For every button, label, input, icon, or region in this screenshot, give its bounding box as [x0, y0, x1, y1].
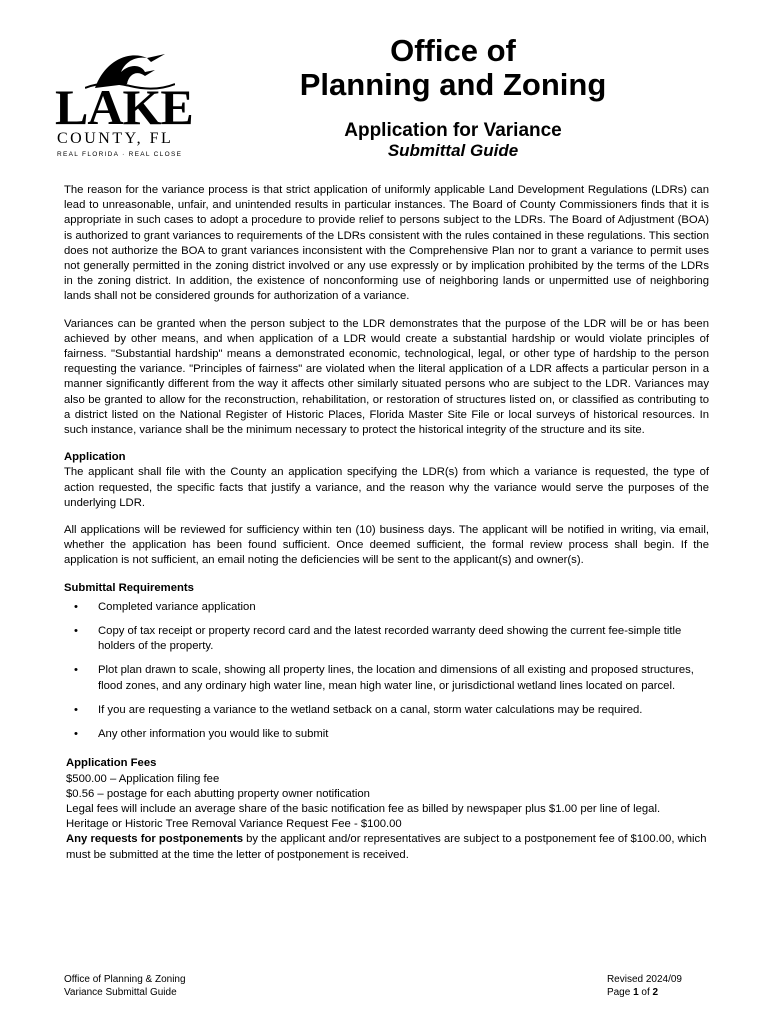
list-item: • If you are requesting a variance to the wetland setback on a canal, storm water calculations may be required.: [64, 703, 709, 718]
title-line-2: Planning and Zoning: [299, 67, 607, 102]
fees-heading: Application Fees: [66, 757, 157, 770]
logo-county-text: COUNTY, FL: [57, 130, 174, 147]
bullet-icon: •: [74, 664, 78, 677]
fee-postage: $0.56 – postage for each abutting property owner notification: [66, 787, 370, 800]
list-item: • Plot plan drawn to scale, showing all property lines, the location and dimensions of all existing and proposed structures, flood zones, and any ordinary high water line, mean high water line, or jurisdictional wetland lines located on parcel.: [74, 664, 694, 692]
bullet-icon: •: [74, 703, 78, 716]
fee-heritage-tree: Heritage or Historic Tree Removal Variance Request Fee - $100.00: [66, 818, 402, 831]
footer-left: [64, 973, 186, 999]
postponement-note: [66, 832, 709, 862]
page-title: [260, 34, 646, 102]
list-item: • Copy of tax receipt or property record card and the latest recorded warranty deed showing the current fee-simple title holders of the property.: [74, 625, 682, 653]
footer-office: Office of Planning & Zoning: [64, 974, 186, 985]
fee-legal: Legal fees will include an average share of the basic notification fee as billed by newspaper plus $1.00 per line of legal.: [66, 802, 661, 815]
document-subtitle: Application for Variance: [344, 120, 562, 141]
logo-tagline: REAL FLORIDA · REAL CLOSE: [57, 151, 183, 158]
footer-doc-name: Variance Submittal Guide: [64, 987, 177, 998]
intro-paragraph: The reason for the variance process is that strict application of uniformly applicable Land Development Regulations (LDRs) can lead to unreasonable, unfair, and unintended results in particular instances. The Board of County Commissioners finds that it is appropriate in such cases to adopt a procedure to provide relief to persons subject to the LDRs. The Board of Adjustment (BOA) is authorized to grant variances to requirements of the LDRs consistent with the rules contained in these regulations. This section does not authorize the BOA to grant variances inconsistent with the Comprehensive Plan nor to grant a variance to permit uses not generally permitted in the zoning district involved or any use expressly or by implication prohibited by the terms of the LDRs in the zoning district. In addition, the existence of nonconforming use of neighboring lands or unpermitted use of neighboring lands shall not be considered grounds for authorization of a variance.: [64, 184, 709, 303]
fee-filing: $500.00 – Application filing fee: [66, 772, 220, 785]
bullet-icon: •: [74, 625, 78, 638]
requirements-list: [64, 600, 709, 742]
fees-section: [64, 756, 709, 862]
footer-revised: Revised 2024/09: [606, 974, 682, 985]
footer-right: [607, 973, 682, 999]
list-item: • Completed variance application: [64, 600, 709, 615]
title-line-1: Office of: [390, 33, 516, 68]
requirements-heading: Submittal Requirements: [64, 581, 194, 594]
page-number: Page 1 of 2: [606, 987, 659, 998]
logo-lake-text: LAKE: [55, 79, 193, 135]
variance-paragraph: Variances can be granted when the person subject to the LDR demonstrates that the purpose of the LDR will be or has been achieved by other means, and when application of a LDR would create a substantial hardship or would violate principles of fairness. "Substantial hardship" means a demonstrated economic, technological, legal, or other type of hardship to the person requesting the variance. "Principles of fairness" are violated when the literal application of a LDR affects a particular person in a manner significantly different from the way it affects other similarly situated persons who are subject to the LDR. Variances may also be granted to allow for the reconstruction, rehabilitation, or restoration of structures listed on, or classified as contributing to a district listed on the National Register of Historic Places, Florida Master Site File or local surveys of historical resources. In such instance, variance shall be the minimum necessary to protect the historical integrity of the structure and its site.: [64, 317, 709, 437]
lake-county-logo: [55, 50, 193, 165]
application-section: [64, 450, 709, 511]
document-subtitle-2: Submittal Guide: [387, 141, 519, 160]
postponement-bold: Any requests for postponements: [66, 833, 244, 846]
document-body: [64, 183, 709, 863]
bullet-icon: •: [74, 728, 78, 741]
application-heading: Application: [64, 451, 126, 464]
bullet-icon: •: [74, 600, 78, 613]
postponement-text: by the applicant and/or representatives are subject to a postponement fee of $100.00, which must be submitted at the time the letter of postponement is received.: [66, 833, 707, 861]
list-item: • Any other information you would like to submit: [64, 727, 709, 742]
application-text: The applicant shall file with the County an application specifying the LDR(s) from which a variance is requested, the type of action requested, the specific facts that justify a variance, and the reason why the variance would serve the purposes of the underlying LDR.: [64, 466, 709, 509]
review-paragraph: All applications will be reviewed for sufficiency within ten (10) business days. The applicant will be notified in writing, via email, whether the application has been found sufficient. Once deemed sufficient, the formal review process shall begin. If the application is not sufficient, an email noting the deficiencies will be sent to the applicant(s) and owner(s).: [64, 524, 709, 567]
